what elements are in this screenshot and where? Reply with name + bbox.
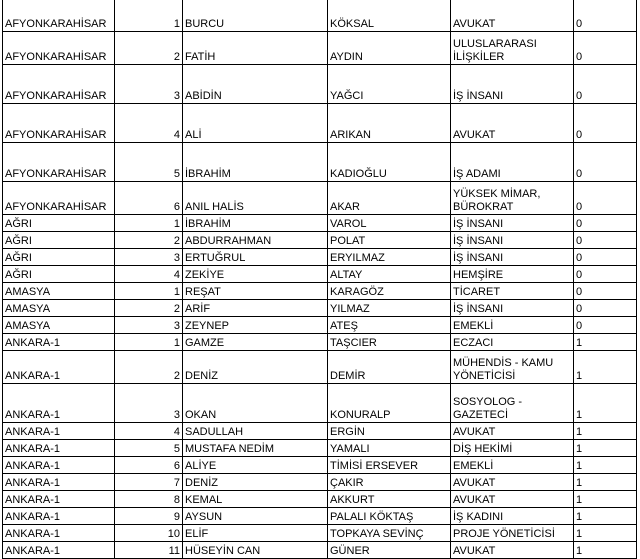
- flag-cell: 1: [574, 334, 637, 351]
- profession-cell: AVUKAT: [451, 542, 574, 559]
- last-name-cell: KONURALP: [328, 384, 451, 423]
- rank-cell: 3: [115, 249, 183, 266]
- first-name-cell: SADULLAH: [183, 423, 328, 440]
- last-name-cell: VAROL: [328, 215, 451, 232]
- table-row: [3, 65, 637, 104]
- province-cell: ANKARA-1: [3, 334, 115, 351]
- profession-cell: İŞ İNSANI: [451, 249, 574, 266]
- first-name-cell: AYSUN: [183, 508, 328, 525]
- flag-cell: 0: [574, 266, 637, 283]
- last-name-cell: KÖKSAL: [328, 0, 451, 32]
- last-name-cell: AYDIN: [328, 32, 451, 65]
- flag-cell: 0: [574, 32, 637, 65]
- flag-cell: 1: [574, 474, 637, 491]
- rank-cell: 2: [115, 32, 183, 65]
- province-cell: AFYONKARAHİSAR: [3, 65, 115, 104]
- profession-cell: İŞ KADINI: [451, 508, 574, 525]
- flag-cell: 1: [574, 423, 637, 440]
- table-row: [3, 334, 637, 351]
- profession-cell: İŞ İNSANI: [451, 232, 574, 249]
- last-name-cell: AKKURT: [328, 491, 451, 508]
- flag-cell: 1: [574, 508, 637, 525]
- rank-cell: 1: [115, 215, 183, 232]
- province-cell: ANKARA-1: [3, 440, 115, 457]
- province-cell: ANKARA-1: [3, 351, 115, 384]
- candidate-table: [2, 0, 637, 559]
- first-name-cell: DENİZ: [183, 351, 328, 384]
- table-row: [3, 143, 637, 182]
- first-name-cell: ZEYNEP: [183, 317, 328, 334]
- last-name-cell: KADIOĞLU: [328, 143, 451, 182]
- profession-cell: İŞ İNSANI: [451, 300, 574, 317]
- profession-cell: PROJE YÖNETİCİSİ: [451, 525, 574, 542]
- province-cell: AMASYA: [3, 283, 115, 300]
- province-cell: ANKARA-1: [3, 525, 115, 542]
- table-row: [3, 351, 637, 384]
- province-cell: ANKARA-1: [3, 491, 115, 508]
- last-name-cell: ARIKAN: [328, 104, 451, 143]
- table-row: [3, 384, 637, 423]
- rank-cell: 3: [115, 317, 183, 334]
- profession-cell: AVUKAT: [451, 104, 574, 143]
- flag-cell: 0: [574, 283, 637, 300]
- rank-cell: 6: [115, 457, 183, 474]
- rank-cell: 10: [115, 525, 183, 542]
- flag-cell: 0: [574, 232, 637, 249]
- last-name-cell: POLAT: [328, 232, 451, 249]
- province-cell: AĞRI: [3, 249, 115, 266]
- province-cell: ANKARA-1: [3, 474, 115, 491]
- profession-cell: TİCARET: [451, 283, 574, 300]
- last-name-cell: ERGİN: [328, 423, 451, 440]
- last-name-cell: TİMİSİ ERSEVER: [328, 457, 451, 474]
- flag-cell: 0: [574, 300, 637, 317]
- table-row: [3, 104, 637, 143]
- profession-cell: DİŞ HEKİMİ: [451, 440, 574, 457]
- flag-cell: 1: [574, 457, 637, 474]
- flag-cell: 0: [574, 104, 637, 143]
- profession-cell: İŞ ADAMI: [451, 143, 574, 182]
- first-name-cell: MUSTAFA NEDİM: [183, 440, 328, 457]
- flag-cell: 0: [574, 317, 637, 334]
- flag-cell: 0: [574, 0, 637, 32]
- flag-cell: 1: [574, 525, 637, 542]
- province-cell: AFYONKARAHİSAR: [3, 32, 115, 65]
- first-name-cell: ABDURRAHMAN: [183, 232, 328, 249]
- table-row: [3, 317, 637, 334]
- last-name-cell: YAMALI: [328, 440, 451, 457]
- rank-cell: 5: [115, 143, 183, 182]
- first-name-cell: İBRAHİM: [183, 215, 328, 232]
- first-name-cell: FATİH: [183, 32, 328, 65]
- last-name-cell: TAŞCIER: [328, 334, 451, 351]
- province-cell: ANKARA-1: [3, 457, 115, 474]
- profession-cell: İŞ İNSANI: [451, 65, 574, 104]
- last-name-cell: ERYILMAZ: [328, 249, 451, 266]
- rank-cell: 5: [115, 440, 183, 457]
- rank-cell: 8: [115, 491, 183, 508]
- last-name-cell: DEMİR: [328, 351, 451, 384]
- first-name-cell: BURCU: [183, 0, 328, 32]
- rank-cell: 2: [115, 232, 183, 249]
- profession-cell: HEMŞİRE: [451, 266, 574, 283]
- table-row: [3, 32, 637, 65]
- province-cell: AĞRI: [3, 215, 115, 232]
- province-cell: AMASYA: [3, 300, 115, 317]
- last-name-cell: GÜNER: [328, 542, 451, 559]
- rank-cell: 11: [115, 542, 183, 559]
- last-name-cell: TOPKAYA SEVİNÇ: [328, 525, 451, 542]
- rank-cell: 1: [115, 283, 183, 300]
- table-row: [3, 182, 637, 215]
- profession-cell: MÜHENDİS - KAMU YÖNETİCİSİ: [451, 351, 574, 384]
- flag-cell: 0: [574, 182, 637, 215]
- table-row: [3, 542, 637, 559]
- first-name-cell: GAMZE: [183, 334, 328, 351]
- flag-cell: 0: [574, 249, 637, 266]
- province-cell: ANKARA-1: [3, 423, 115, 440]
- table-body: [3, 0, 637, 559]
- flag-cell: 0: [574, 65, 637, 104]
- province-cell: AFYONKARAHİSAR: [3, 182, 115, 215]
- profession-cell: AVUKAT: [451, 423, 574, 440]
- flag-cell: 1: [574, 440, 637, 457]
- province-cell: ANKARA-1: [3, 508, 115, 525]
- province-cell: AFYONKARAHİSAR: [3, 143, 115, 182]
- table-row: [3, 249, 637, 266]
- profession-cell: EMEKLİ: [451, 457, 574, 474]
- first-name-cell: REŞAT: [183, 283, 328, 300]
- last-name-cell: YAĞCI: [328, 65, 451, 104]
- table-row: [3, 266, 637, 283]
- first-name-cell: ABİDİN: [183, 65, 328, 104]
- rank-cell: 4: [115, 266, 183, 283]
- first-name-cell: ANIL HALİS: [183, 182, 328, 215]
- flag-cell: 0: [574, 215, 637, 232]
- flag-cell: 1: [574, 491, 637, 508]
- rank-cell: 3: [115, 65, 183, 104]
- first-name-cell: İBRAHİM: [183, 143, 328, 182]
- table-row: [3, 283, 637, 300]
- table-row: [3, 525, 637, 542]
- table-row: [3, 491, 637, 508]
- flag-cell: 1: [574, 542, 637, 559]
- first-name-cell: ZEKİYE: [183, 266, 328, 283]
- last-name-cell: PALALI KÖKTAŞ: [328, 508, 451, 525]
- province-cell: AĞRI: [3, 232, 115, 249]
- profession-cell: İŞ İNSANI: [451, 215, 574, 232]
- first-name-cell: ALİ: [183, 104, 328, 143]
- profession-cell: AVUKAT: [451, 0, 574, 32]
- profession-cell: AVUKAT: [451, 474, 574, 491]
- rank-cell: 2: [115, 351, 183, 384]
- table-row: [3, 440, 637, 457]
- first-name-cell: ALİYE: [183, 457, 328, 474]
- profession-cell: EMEKLİ: [451, 317, 574, 334]
- table-row: [3, 0, 637, 32]
- last-name-cell: AKAR: [328, 182, 451, 215]
- table-row: [3, 232, 637, 249]
- province-cell: AFYONKARAHİSAR: [3, 0, 115, 32]
- first-name-cell: DENİZ: [183, 474, 328, 491]
- rank-cell: 6: [115, 182, 183, 215]
- first-name-cell: HÜSEYİN CAN: [183, 542, 328, 559]
- profession-cell: ULUSLARARASI İLİŞKİLER: [451, 32, 574, 65]
- province-cell: AĞRI: [3, 266, 115, 283]
- last-name-cell: ATEŞ: [328, 317, 451, 334]
- rank-cell: 1: [115, 334, 183, 351]
- rank-cell: 4: [115, 104, 183, 143]
- flag-cell: 1: [574, 351, 637, 384]
- province-cell: ANKARA-1: [3, 384, 115, 423]
- rank-cell: 2: [115, 300, 183, 317]
- province-cell: AMASYA: [3, 317, 115, 334]
- rank-cell: 3: [115, 384, 183, 423]
- rank-cell: 4: [115, 423, 183, 440]
- rank-cell: 9: [115, 508, 183, 525]
- table-row: [3, 300, 637, 317]
- last-name-cell: ÇAKIR: [328, 474, 451, 491]
- first-name-cell: OKAN: [183, 384, 328, 423]
- rank-cell: 1: [115, 0, 183, 32]
- last-name-cell: ALTAY: [328, 266, 451, 283]
- profession-cell: SOSYOLOG - GAZETECİ: [451, 384, 574, 423]
- table-row: [3, 508, 637, 525]
- province-cell: AFYONKARAHİSAR: [3, 104, 115, 143]
- first-name-cell: ERTUĞRUL: [183, 249, 328, 266]
- profession-cell: YÜKSEK MİMAR, BÜROKRAT: [451, 182, 574, 215]
- province-cell: ANKARA-1: [3, 542, 115, 559]
- table-row: [3, 457, 637, 474]
- table-row: [3, 423, 637, 440]
- flag-cell: 0: [574, 143, 637, 182]
- last-name-cell: YILMAZ: [328, 300, 451, 317]
- flag-cell: 1: [574, 384, 637, 423]
- profession-cell: AVUKAT: [451, 491, 574, 508]
- first-name-cell: ARİF: [183, 300, 328, 317]
- first-name-cell: KEMAL: [183, 491, 328, 508]
- last-name-cell: KARAGÖZ: [328, 283, 451, 300]
- profession-cell: ECZACI: [451, 334, 574, 351]
- rank-cell: 7: [115, 474, 183, 491]
- table-row: [3, 474, 637, 491]
- first-name-cell: ELİF: [183, 525, 328, 542]
- table-row: [3, 215, 637, 232]
